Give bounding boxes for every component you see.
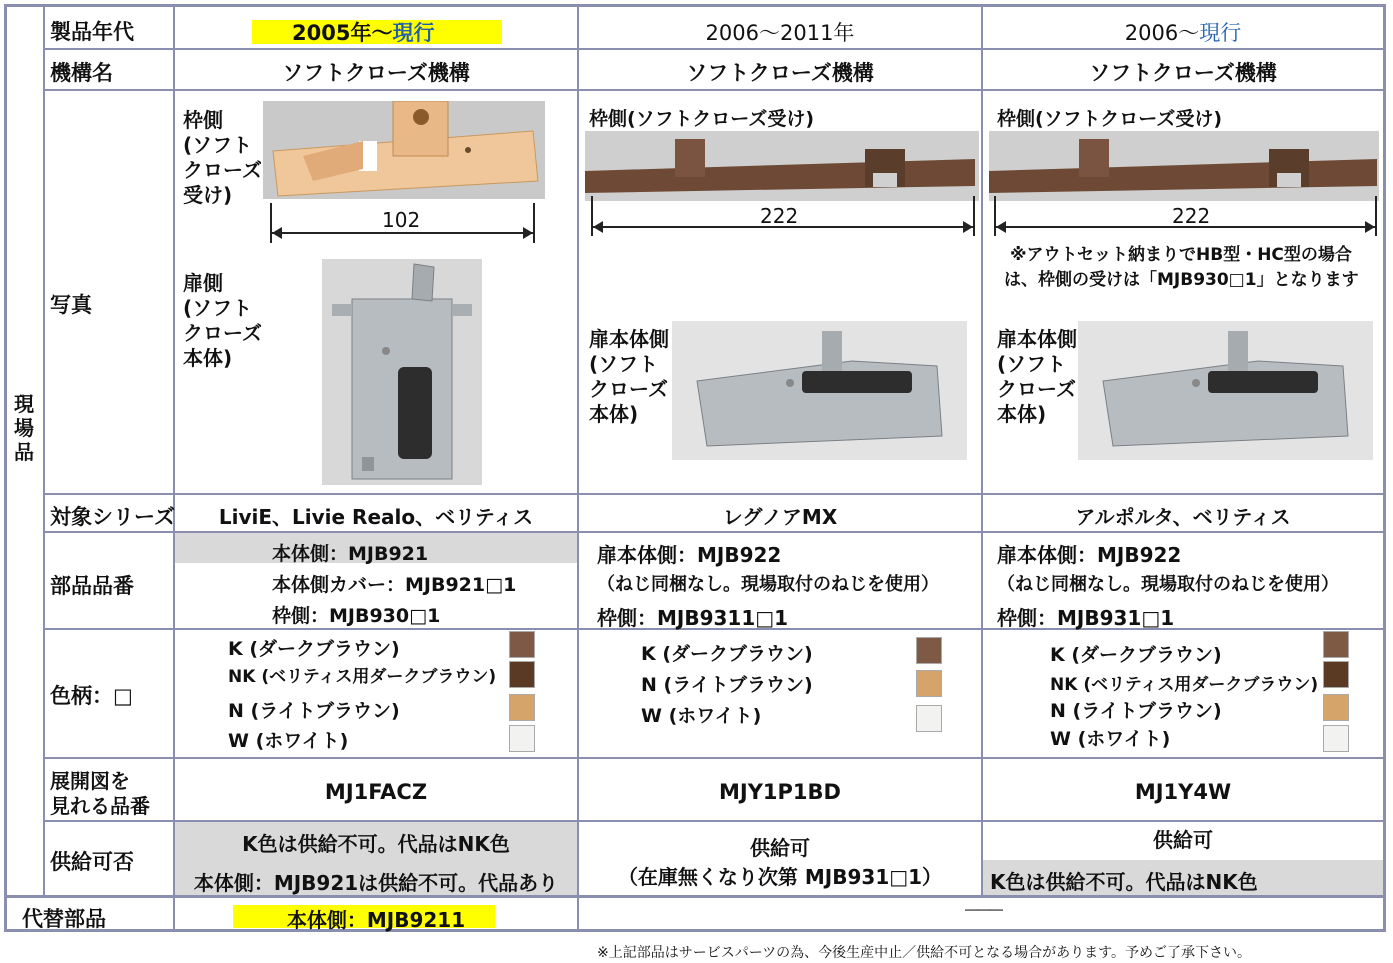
dim-tick: [973, 196, 975, 236]
row-label-color: 色柄：□: [50, 684, 133, 708]
grid-line: [981, 7, 983, 895]
col2-part-1: 扉本体側：MJB922: [597, 543, 782, 567]
swatch-n: [1323, 694, 1349, 721]
dim-arrow-left: [593, 221, 603, 233]
col2-door-label-1: 扉本体側: [589, 327, 669, 351]
col2-door-label-2: (ソフト: [589, 352, 659, 376]
footnote: ※上記部品はサービスパーツの為、今後生産中止／供給不可となる場合があります。予めご了承下さい。: [597, 945, 1252, 961]
dim-arrow-right: [1365, 221, 1375, 233]
row-label-diagram-2: 見れる品番: [50, 794, 150, 818]
swatch-k: [509, 631, 535, 658]
row-label-part-no: 部品品番: [50, 574, 134, 598]
row-label-supply: 供給可否: [50, 850, 134, 874]
col3-note-2: は、枠側の受けは「MJB930□1」となります: [1004, 270, 1359, 290]
swatch-w: [916, 705, 942, 732]
soft-close-body-image: [672, 321, 967, 460]
col2-door-photo: [672, 321, 967, 460]
col2-series: レグノアMX: [722, 505, 838, 529]
swatch-k: [916, 637, 942, 664]
col3-color-2: NK (ベリティス用ダークブラウン): [1050, 675, 1319, 695]
dim-line: [272, 232, 533, 234]
col3-part-2: （ねじ同梱なし。現場取付のねじを使用）: [997, 574, 1339, 595]
col1-part-3: 枠側：MJB930□1: [272, 605, 441, 627]
col1-frame-photo: [263, 101, 545, 199]
col3-color-1: K (ダークブラウン): [1050, 644, 1222, 666]
col2-mechanism: ソフトクローズ機構: [686, 61, 874, 85]
soft-close-body-image: [1078, 321, 1373, 460]
swatch-w: [509, 725, 535, 752]
col2-door-label-4: 本体): [589, 402, 639, 426]
col1-year-b: 現行: [392, 21, 435, 45]
col3-door-label-4: 本体): [997, 402, 1047, 426]
side-label: 現場品: [14, 392, 34, 464]
col2-year: 2006～2011年: [705, 21, 855, 45]
col1-replacement: 本体側：MJB9211: [286, 908, 466, 932]
swatch-nk: [1323, 661, 1349, 688]
col2-supply-1: 供給可: [750, 836, 810, 860]
col1-part-1: 本体側：MJB921: [272, 543, 429, 565]
col3-year-a: 2006～: [1124, 21, 1200, 45]
col1-dimension: 102: [382, 208, 421, 232]
dim-tick: [1375, 196, 1377, 236]
col1-frame-label-4: 受け): [183, 183, 233, 207]
col3-frame-label: 枠側(ソフトクローズ受け): [997, 108, 1223, 130]
col3-year-b: 現行: [1199, 21, 1242, 45]
col3-dimension: 222: [1172, 204, 1211, 228]
col3-supply-2: K色は供給不可。代品はNK色: [990, 870, 1258, 894]
swatch-k: [1323, 631, 1349, 658]
col1-series: LiviE、Livie Realo、ベリティス: [218, 505, 534, 529]
col2-frame-photo: [585, 131, 979, 201]
soft-close-receiver-image: [989, 131, 1379, 201]
col2-part-2: （ねじ同梱なし。現場取付のねじを使用）: [597, 574, 939, 595]
col1-color-2: NK (ベリティス用ダークブラウン): [228, 667, 497, 687]
swatch-n: [509, 694, 535, 721]
soft-close-receiver-image: [263, 101, 545, 199]
col1-part-2: 本体側カバー：MJB921□1: [272, 574, 517, 596]
dim-arrow-left: [996, 221, 1006, 233]
col1-frame-label-1: 枠側: [183, 108, 223, 132]
col2-door-label-3: クローズ: [589, 377, 668, 401]
swatch-n: [916, 670, 942, 697]
grid-line: [43, 7, 45, 895]
col3-part-3: 枠側：MJB931□1: [997, 606, 1175, 630]
dim-arrow-right: [963, 221, 973, 233]
row-label-mechanism: 機構名: [50, 61, 113, 85]
col2-color-2: N (ライトブラウン): [641, 674, 813, 696]
row-label-year: 製品年代: [50, 20, 134, 44]
col1-color-4: W (ホワイト): [228, 730, 349, 752]
col1-color-3: N (ライトブラウン): [228, 700, 400, 722]
col3-door-label-1: 扉本体側: [997, 327, 1077, 351]
col1-door-label-4: 本体): [183, 346, 233, 370]
col1-year: [292, 17, 434, 47]
col3-supply-1: 供給可: [1153, 828, 1213, 852]
col1-frame-label-3: クローズ: [183, 158, 262, 182]
row-label-diagram-1: 展開図を: [50, 769, 130, 793]
dim-tick: [533, 203, 535, 243]
row-label-photo: 写真: [50, 293, 92, 317]
dim-arrow-left: [272, 227, 282, 239]
col3-door-label-2: (ソフト: [997, 352, 1067, 376]
col1-frame-label-2: (ソフト: [183, 133, 253, 157]
swatch-nk: [509, 661, 535, 688]
col1-door-label-2: (ソフト: [183, 296, 253, 320]
soft-close-receiver-image: [585, 131, 979, 201]
col2-supply-2: （在庫無くなり次第 MJB931□1）: [617, 865, 943, 889]
col2-replacement: ―――: [965, 902, 1001, 918]
col3-color-4: W (ホワイト): [1050, 728, 1171, 750]
col2-color-3: W (ホワイト): [641, 705, 762, 727]
col3-part-1: 扉本体側：MJB922: [997, 543, 1182, 567]
col1-supply-1: K色は供給不可。代品はNK色: [242, 832, 510, 856]
swatch-w: [1323, 725, 1349, 752]
col2-color-1: K (ダークブラウン): [641, 643, 813, 665]
col3-series: アルポルタ、ベリティス: [1075, 505, 1291, 529]
col1-year-a: 2005年～: [292, 21, 393, 45]
soft-close-body-image: [322, 259, 482, 485]
row-label-series: 対象シリーズ: [50, 505, 175, 529]
grid-line: [43, 493, 1383, 495]
grid-line: [43, 48, 1383, 50]
row-label-replacement: 代替部品: [22, 907, 106, 931]
col1-door-photo: [322, 259, 482, 485]
col1-supply-2: 本体側：MJB921は供給不可。代品あり: [193, 871, 559, 895]
col3-door-label-3: クローズ: [997, 377, 1076, 401]
col3-door-photo: [1078, 321, 1373, 460]
col3-frame-photo: [989, 131, 1379, 201]
col2-diagram: MJY1P1BD: [719, 780, 841, 804]
col3-color-3: N (ライトブラウン): [1050, 700, 1222, 722]
col1-diagram: MJ1FACZ: [324, 780, 428, 804]
grid-line: [43, 757, 1383, 759]
col1-door-label-1: 扉側: [183, 271, 223, 295]
col2-frame-label: 枠側(ソフトクローズ受け): [589, 108, 815, 130]
col2-dimension: 222: [760, 204, 799, 228]
dim-arrow-right: [523, 227, 533, 239]
col3-note-1: ※アウトセット納まりでHB型・HC型の場合: [1010, 245, 1352, 265]
col2-part-3: 枠側：MJB9311□1: [597, 606, 789, 630]
col3-mechanism: ソフトクローズ機構: [1089, 61, 1277, 85]
col1-color-1: K (ダークブラウン): [228, 638, 400, 660]
col1-door-label-3: クローズ: [183, 321, 262, 345]
col1-mechanism: ソフトクローズ機構: [282, 61, 470, 85]
col3-year: [983, 17, 1383, 47]
grid-line: [43, 89, 1383, 91]
col3-diagram: MJ1Y4W: [1134, 780, 1232, 804]
